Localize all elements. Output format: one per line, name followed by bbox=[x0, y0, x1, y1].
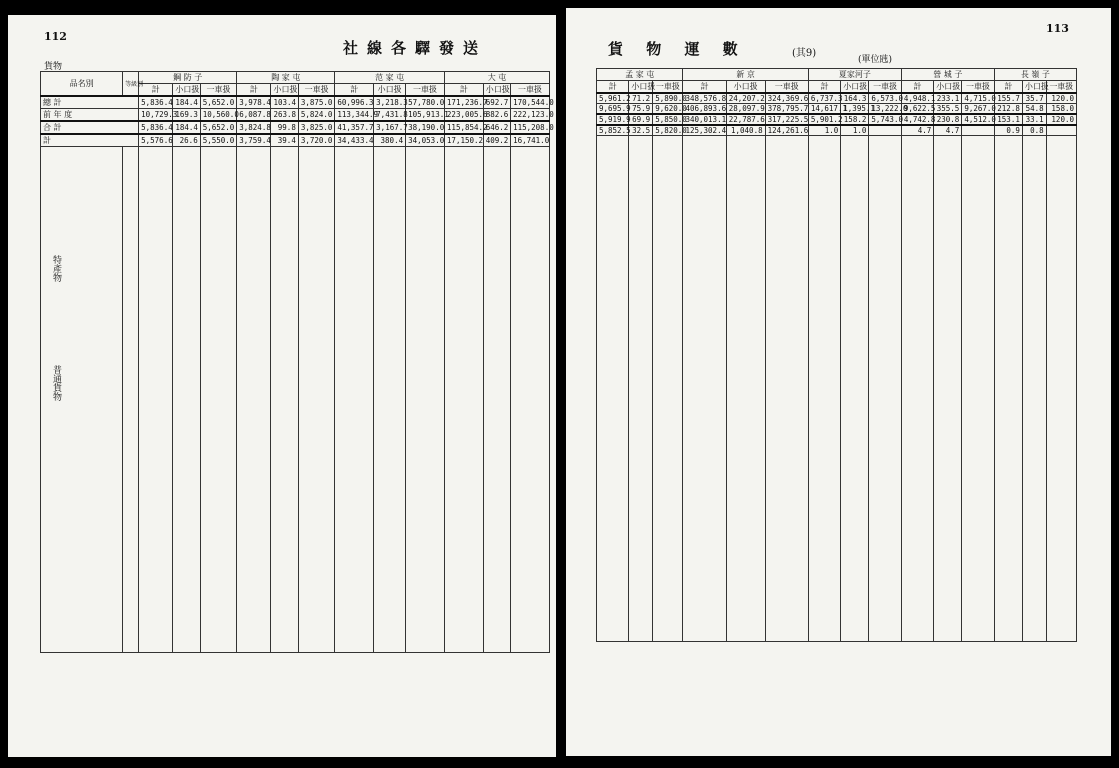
table-cell: 5,850.0 bbox=[653, 114, 683, 125]
sub-header: 一車扱 bbox=[200, 84, 237, 97]
sub-header: 計 bbox=[444, 84, 483, 97]
table-cell: 34,053.0 bbox=[406, 134, 445, 147]
table-cell: 5,961.2 bbox=[597, 93, 629, 104]
table-cell: 1.0 bbox=[841, 125, 869, 136]
row-label: 前 年 度 bbox=[41, 109, 139, 122]
class-column bbox=[123, 147, 139, 653]
table-cell: 120.0 bbox=[1046, 114, 1076, 125]
right-page bbox=[566, 8, 1111, 756]
table-row bbox=[41, 109, 550, 122]
right-running-head: 貨 物 運 數 bbox=[608, 40, 747, 58]
item-name-header: 品名別 bbox=[41, 72, 123, 97]
sub-header: 小口扱 bbox=[173, 84, 200, 97]
table-cell: 5,820.0 bbox=[653, 125, 683, 136]
station-header-3: 大 屯 bbox=[444, 72, 549, 84]
table-cell: 71.2 bbox=[629, 93, 653, 104]
table-cell: 646.2 bbox=[483, 121, 510, 134]
table-cell: 0.9 bbox=[994, 125, 1022, 136]
left-table bbox=[40, 71, 554, 653]
table-cell: 75.9 bbox=[629, 104, 653, 115]
table-cell: 378,795.7 bbox=[765, 104, 808, 115]
right-table bbox=[596, 68, 1077, 642]
table-cell: 5,652.0 bbox=[200, 121, 237, 134]
station-header-0: 鋼 防 子 bbox=[139, 72, 237, 84]
table-cell: 5,743.0 bbox=[869, 114, 901, 125]
table-cell: 7,431.8 bbox=[374, 109, 406, 122]
table-cell: 3,875.0 bbox=[298, 96, 335, 109]
table-row bbox=[597, 125, 1077, 136]
table-cell: 10,560.0 bbox=[200, 109, 237, 122]
table-cell: 340,013.1 bbox=[683, 114, 726, 125]
table-cell: 355.5 bbox=[934, 104, 962, 115]
table-cell: 120.0 bbox=[1046, 93, 1076, 104]
table-cell: 60,996.3 bbox=[335, 96, 374, 109]
station-header-r0: 孟 家 屯 bbox=[597, 69, 683, 81]
table-cell: 34,433.4 bbox=[335, 134, 374, 147]
sub-header: 小口扱 bbox=[271, 84, 298, 97]
table-cell: 17,150.2 bbox=[444, 134, 483, 147]
table-cell: 5,919.9 bbox=[597, 114, 629, 125]
side-label-special: 特產物 bbox=[51, 255, 61, 282]
table-cell: 222,123.0 bbox=[511, 109, 550, 122]
sub-header: 計 bbox=[994, 81, 1022, 94]
table-cell: 32.5 bbox=[629, 125, 653, 136]
table-cell: 13,222.0 bbox=[869, 104, 901, 115]
table-cell: 113,344.9 bbox=[335, 109, 374, 122]
row-label: 合 計 bbox=[41, 121, 139, 134]
table-cell: 3,720.0 bbox=[298, 134, 335, 147]
sub-header: 計 bbox=[237, 84, 271, 97]
left-category: 貨物 bbox=[44, 62, 63, 72]
table-cell bbox=[1046, 125, 1076, 136]
table-cell: 5,652.0 bbox=[200, 96, 237, 109]
table-cell: 233.1 bbox=[934, 93, 962, 104]
table-cell: 324,369.6 bbox=[765, 93, 808, 104]
row-label: 計 bbox=[41, 134, 139, 147]
table-cell: 3,824.8 bbox=[237, 121, 271, 134]
table-cell: 57,780.0 bbox=[406, 96, 445, 109]
table-cell: 103.4 bbox=[271, 96, 298, 109]
sub-header: 一車扱 bbox=[511, 84, 550, 97]
table-cell: 35.7 bbox=[1022, 93, 1046, 104]
table-cell: 9,622.5 bbox=[901, 104, 933, 115]
sub-header: 小口扱 bbox=[483, 84, 510, 97]
table-cell: 1,040.8 bbox=[726, 125, 765, 136]
table-cell: 223,005.6 bbox=[444, 109, 483, 122]
table-cell: 9,695.9 bbox=[597, 104, 629, 115]
sub-header: 一車扱 bbox=[298, 84, 335, 97]
side-label-general: 普通貨物 bbox=[51, 365, 61, 401]
table-cell: 4,512.0 bbox=[962, 114, 994, 125]
table-cell: 155.7 bbox=[994, 93, 1022, 104]
table-cell: 3,167.7 bbox=[374, 121, 406, 134]
table-cell: 692.7 bbox=[483, 96, 510, 109]
station-header-1: 陶 家 屯 bbox=[237, 72, 335, 84]
sub-header: 一車扱 bbox=[653, 81, 683, 94]
table-cell: 26.6 bbox=[173, 134, 200, 147]
sub-header: 一車扱 bbox=[869, 81, 901, 94]
table-cell: 22,787.6 bbox=[726, 114, 765, 125]
sub-header: 一車扱 bbox=[406, 84, 445, 97]
table-cell: 153.1 bbox=[994, 114, 1022, 125]
sub-header: 小口扱 bbox=[1022, 81, 1046, 94]
table-cell: 5,836.4 bbox=[139, 96, 173, 109]
table-cell: 4,715.0 bbox=[962, 93, 994, 104]
sub-header: 小口扱 bbox=[934, 81, 962, 94]
table-cell: 69.9 bbox=[629, 114, 653, 125]
table-cell: 5,852.5 bbox=[597, 125, 629, 136]
sub-header: 計 bbox=[901, 81, 933, 94]
table-cell: 1,395.1 bbox=[841, 104, 869, 115]
table-cell: 5,824.0 bbox=[298, 109, 335, 122]
table-cell: 263.8 bbox=[271, 109, 298, 122]
sub-header: 小口扱 bbox=[841, 81, 869, 94]
table-cell: 882.6 bbox=[483, 109, 510, 122]
table-cell: 3,218.3 bbox=[374, 96, 406, 109]
table-cell: 124,261.6 bbox=[765, 125, 808, 136]
table-cell: 230.8 bbox=[934, 114, 962, 125]
left-page bbox=[8, 15, 556, 757]
table-cell: 170,544.0 bbox=[511, 96, 550, 109]
table-cell: 184.4 bbox=[173, 121, 200, 134]
table-cell: 10,729.3 bbox=[139, 109, 173, 122]
table-cell: 33.1 bbox=[1022, 114, 1046, 125]
table-cell: 38,190.0 bbox=[406, 121, 445, 134]
table-cell bbox=[869, 125, 901, 136]
sub-header: 計 bbox=[683, 81, 726, 94]
table-cell: 99.8 bbox=[271, 121, 298, 134]
table-cell: 125,302.4 bbox=[683, 125, 726, 136]
table-cell: 6,573.0 bbox=[869, 93, 901, 104]
table-row bbox=[41, 96, 550, 109]
table-cell: 6,737.3 bbox=[808, 93, 840, 104]
sub-header: 計 bbox=[808, 81, 840, 94]
sub-header: 小口扱 bbox=[374, 84, 406, 97]
table-row bbox=[597, 114, 1077, 125]
sub-header: 計 bbox=[335, 84, 374, 97]
table-cell: 28,097.9 bbox=[726, 104, 765, 115]
table-cell: 41,357.7 bbox=[335, 121, 374, 134]
table-cell: 6,087.8 bbox=[237, 109, 271, 122]
table-cell: 5,550.0 bbox=[200, 134, 237, 147]
sub-header: 小口扱 bbox=[726, 81, 765, 94]
station-header-2: 范 家 屯 bbox=[335, 72, 445, 84]
table-cell: 4.7 bbox=[934, 125, 962, 136]
table-cell: 158.0 bbox=[1046, 104, 1076, 115]
right-page-number: 113 bbox=[1046, 22, 1069, 35]
sub-header: 一車扱 bbox=[1046, 81, 1076, 94]
table-cell: 3,825.0 bbox=[298, 121, 335, 134]
row-label: 總 計 bbox=[41, 96, 139, 109]
table-cell: 115,854.2 bbox=[444, 121, 483, 134]
table-cell: 171,236.7 bbox=[444, 96, 483, 109]
class-header: 等級別 bbox=[123, 72, 139, 97]
table-cell: 54.8 bbox=[1022, 104, 1046, 115]
left-page-number: 112 bbox=[44, 30, 67, 43]
sub-header: 一車扱 bbox=[962, 81, 994, 94]
station-header-r3: 營 城 子 bbox=[901, 69, 994, 81]
table-cell: 9,620.0 bbox=[653, 104, 683, 115]
sub-header: 小口扱 bbox=[629, 81, 653, 94]
table-cell: 5,890.0 bbox=[653, 93, 683, 104]
table-cell: 348,576.8 bbox=[683, 93, 726, 104]
table-cell: 409.2 bbox=[483, 134, 510, 147]
table-cell: 184.4 bbox=[173, 96, 200, 109]
table-cell: 317,225.5 bbox=[765, 114, 808, 125]
table-row bbox=[597, 104, 1077, 115]
table-cell: 3,759.4 bbox=[237, 134, 271, 147]
sub-header: 計 bbox=[597, 81, 629, 94]
table-cell: 5,901.2 bbox=[808, 114, 840, 125]
table-cell: 5,836.4 bbox=[139, 121, 173, 134]
left-running-head: 社線各驛發送 bbox=[343, 39, 488, 57]
table-cell: 380.4 bbox=[374, 134, 406, 147]
table-cell: 3,978.4 bbox=[237, 96, 271, 109]
station-header-r2: 夏家河子 bbox=[808, 69, 901, 81]
table-cell: 1.0 bbox=[808, 125, 840, 136]
station-header-r4: 長 嶺 子 bbox=[994, 69, 1076, 81]
table-row bbox=[597, 93, 1077, 104]
table-cell: 164.3 bbox=[841, 93, 869, 104]
table-cell: 0.8 bbox=[1022, 125, 1046, 136]
table-cell: 14,617.1 bbox=[808, 104, 840, 115]
station-header-r1: 新 京 bbox=[683, 69, 808, 81]
table-cell: 115,208.0 bbox=[511, 121, 550, 134]
table-cell: 4,948.1 bbox=[901, 93, 933, 104]
table-cell: 212.8 bbox=[994, 104, 1022, 115]
table-cell: 105,913.1 bbox=[406, 109, 445, 122]
table-cell: 5,576.6 bbox=[139, 134, 173, 147]
table-cell: 169.3 bbox=[173, 109, 200, 122]
table-cell: 4.7 bbox=[901, 125, 933, 136]
table-row bbox=[41, 121, 550, 134]
table-cell: 39.4 bbox=[271, 134, 298, 147]
sub-header: 一車扱 bbox=[765, 81, 808, 94]
table-cell: 9,267.0 bbox=[962, 104, 994, 115]
unit-label: (單位瓲) bbox=[858, 55, 893, 65]
table-cell: 24,207.2 bbox=[726, 93, 765, 104]
sub-header: 計 bbox=[139, 84, 173, 97]
table-row bbox=[41, 134, 550, 147]
table-cell: 158.2 bbox=[841, 114, 869, 125]
table-cell bbox=[962, 125, 994, 136]
part-label: (其9) bbox=[792, 48, 817, 59]
table-cell: 406,893.6 bbox=[683, 104, 726, 115]
table-cell: 4,742.8 bbox=[901, 114, 933, 125]
table-cell: 16,741.0 bbox=[511, 134, 550, 147]
